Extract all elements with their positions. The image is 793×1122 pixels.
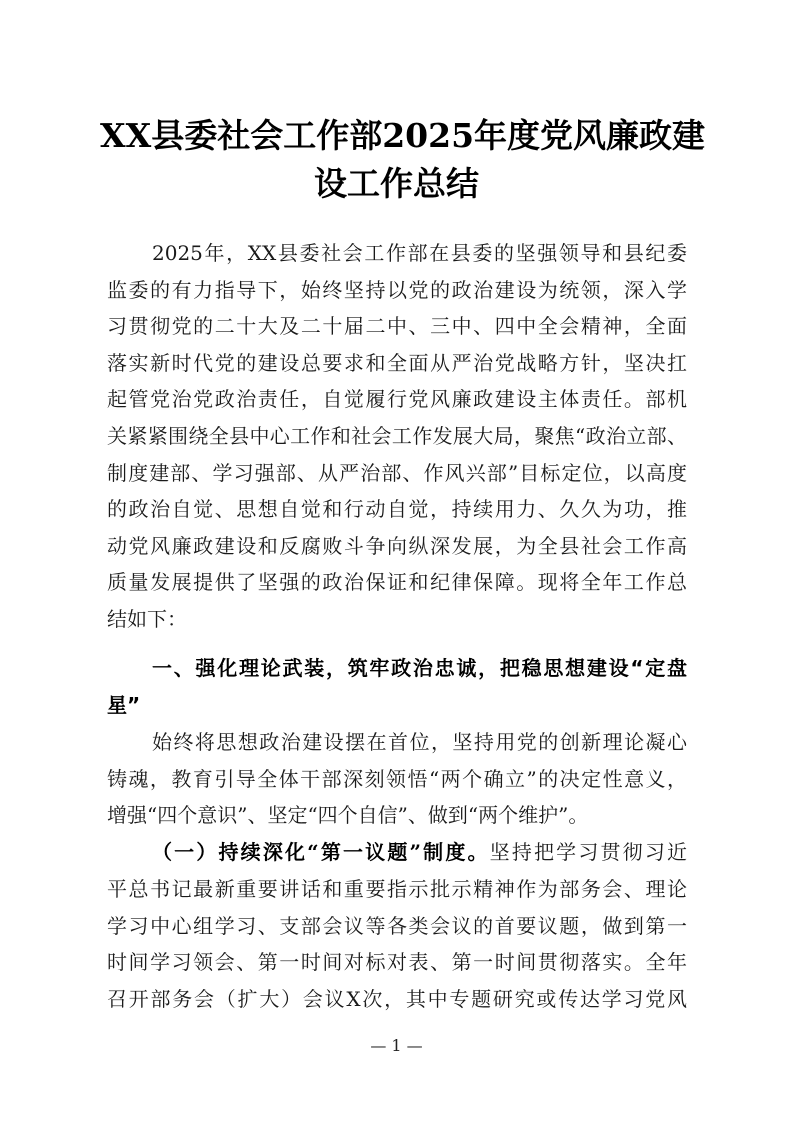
subsection-1-first-line-text: 坚持把学习贯彻习近 <box>489 840 687 864</box>
text-line: 的政治自觉、思想自觉和行动自觉，持续用力、久久为功，推 <box>107 497 687 522</box>
subsection-1-first-line <box>152 839 687 876</box>
text-line: 始终将思想政治建设摆在首位，坚持用党的创新理论凝心 <box>152 730 687 754</box>
document-title-line-1: XX县委社会工作部2025年度党风廉政建 <box>100 116 706 155</box>
text-line: 结如下： <box>107 607 187 631</box>
text-line: 平总书记最新重要讲话和重要指示批示精神作为部务会、理论 <box>107 877 687 901</box>
text-line: 增强“四个意识”、坚定“四个自信”、做到“两个维护”。 <box>107 803 589 828</box>
text-line: 制度建部、学习强部、从严治部、作风兴部”目标定位，以高度 <box>107 460 687 485</box>
text-line: 起管党治党政治责任，自觉履行党风廉政建设主体责任。部机 <box>107 387 687 412</box>
text-line: 召开部务会（扩大）会议X次，其中专题研究或传达学习党风 <box>107 986 687 1011</box>
text-line: 时间学习领会、第一时间对标对表、第一时间贯彻落实。全年 <box>107 950 687 975</box>
section-1-heading-line-2: 星” <box>107 693 141 717</box>
section-1-heading-line-1: 一、强化理论武装，筑牢政治忠诚，把稳思想建设“定盘 <box>152 656 687 680</box>
text-line: 质量发展提供了坚强的政治保证和纪律保障。现将全年工作总 <box>107 570 687 595</box>
text-line: 监委的有力指导下，始终坚持以党的政治建设为统领，深入学 <box>107 277 687 302</box>
text-line: 关紧紧围绕全县中心工作和社会工作发展大局，聚焦“政治立部、 <box>107 424 687 448</box>
text-line: 学习中心组学习、支部会议等各类会议的首要议题，做到第一 <box>107 913 687 938</box>
text-line: 动党风廉政建设和反腐败斗争向纵深发展，为全县社会工作高 <box>107 533 687 558</box>
text-line: 2025年，XX县委社会工作部在县委的坚强领导和县纪委 <box>152 241 687 265</box>
document-title-line-2: 设工作总结 <box>314 164 479 203</box>
subsection-1-title: （一）持续深化“第一议题”制度。 <box>152 840 490 864</box>
page-number: — 1 — <box>370 1036 423 1055</box>
text-line: 落实新时代党的建设总要求和全面从严治党战略方针，坚决扛 <box>107 350 687 375</box>
text-line: 习贯彻党的二十大及二十届二中、三中、四中全会精神，全面 <box>107 314 687 339</box>
text-line: 铸魂，教育引导全体干部深刻领悟“两个确立”的决定性意义， <box>107 766 687 791</box>
